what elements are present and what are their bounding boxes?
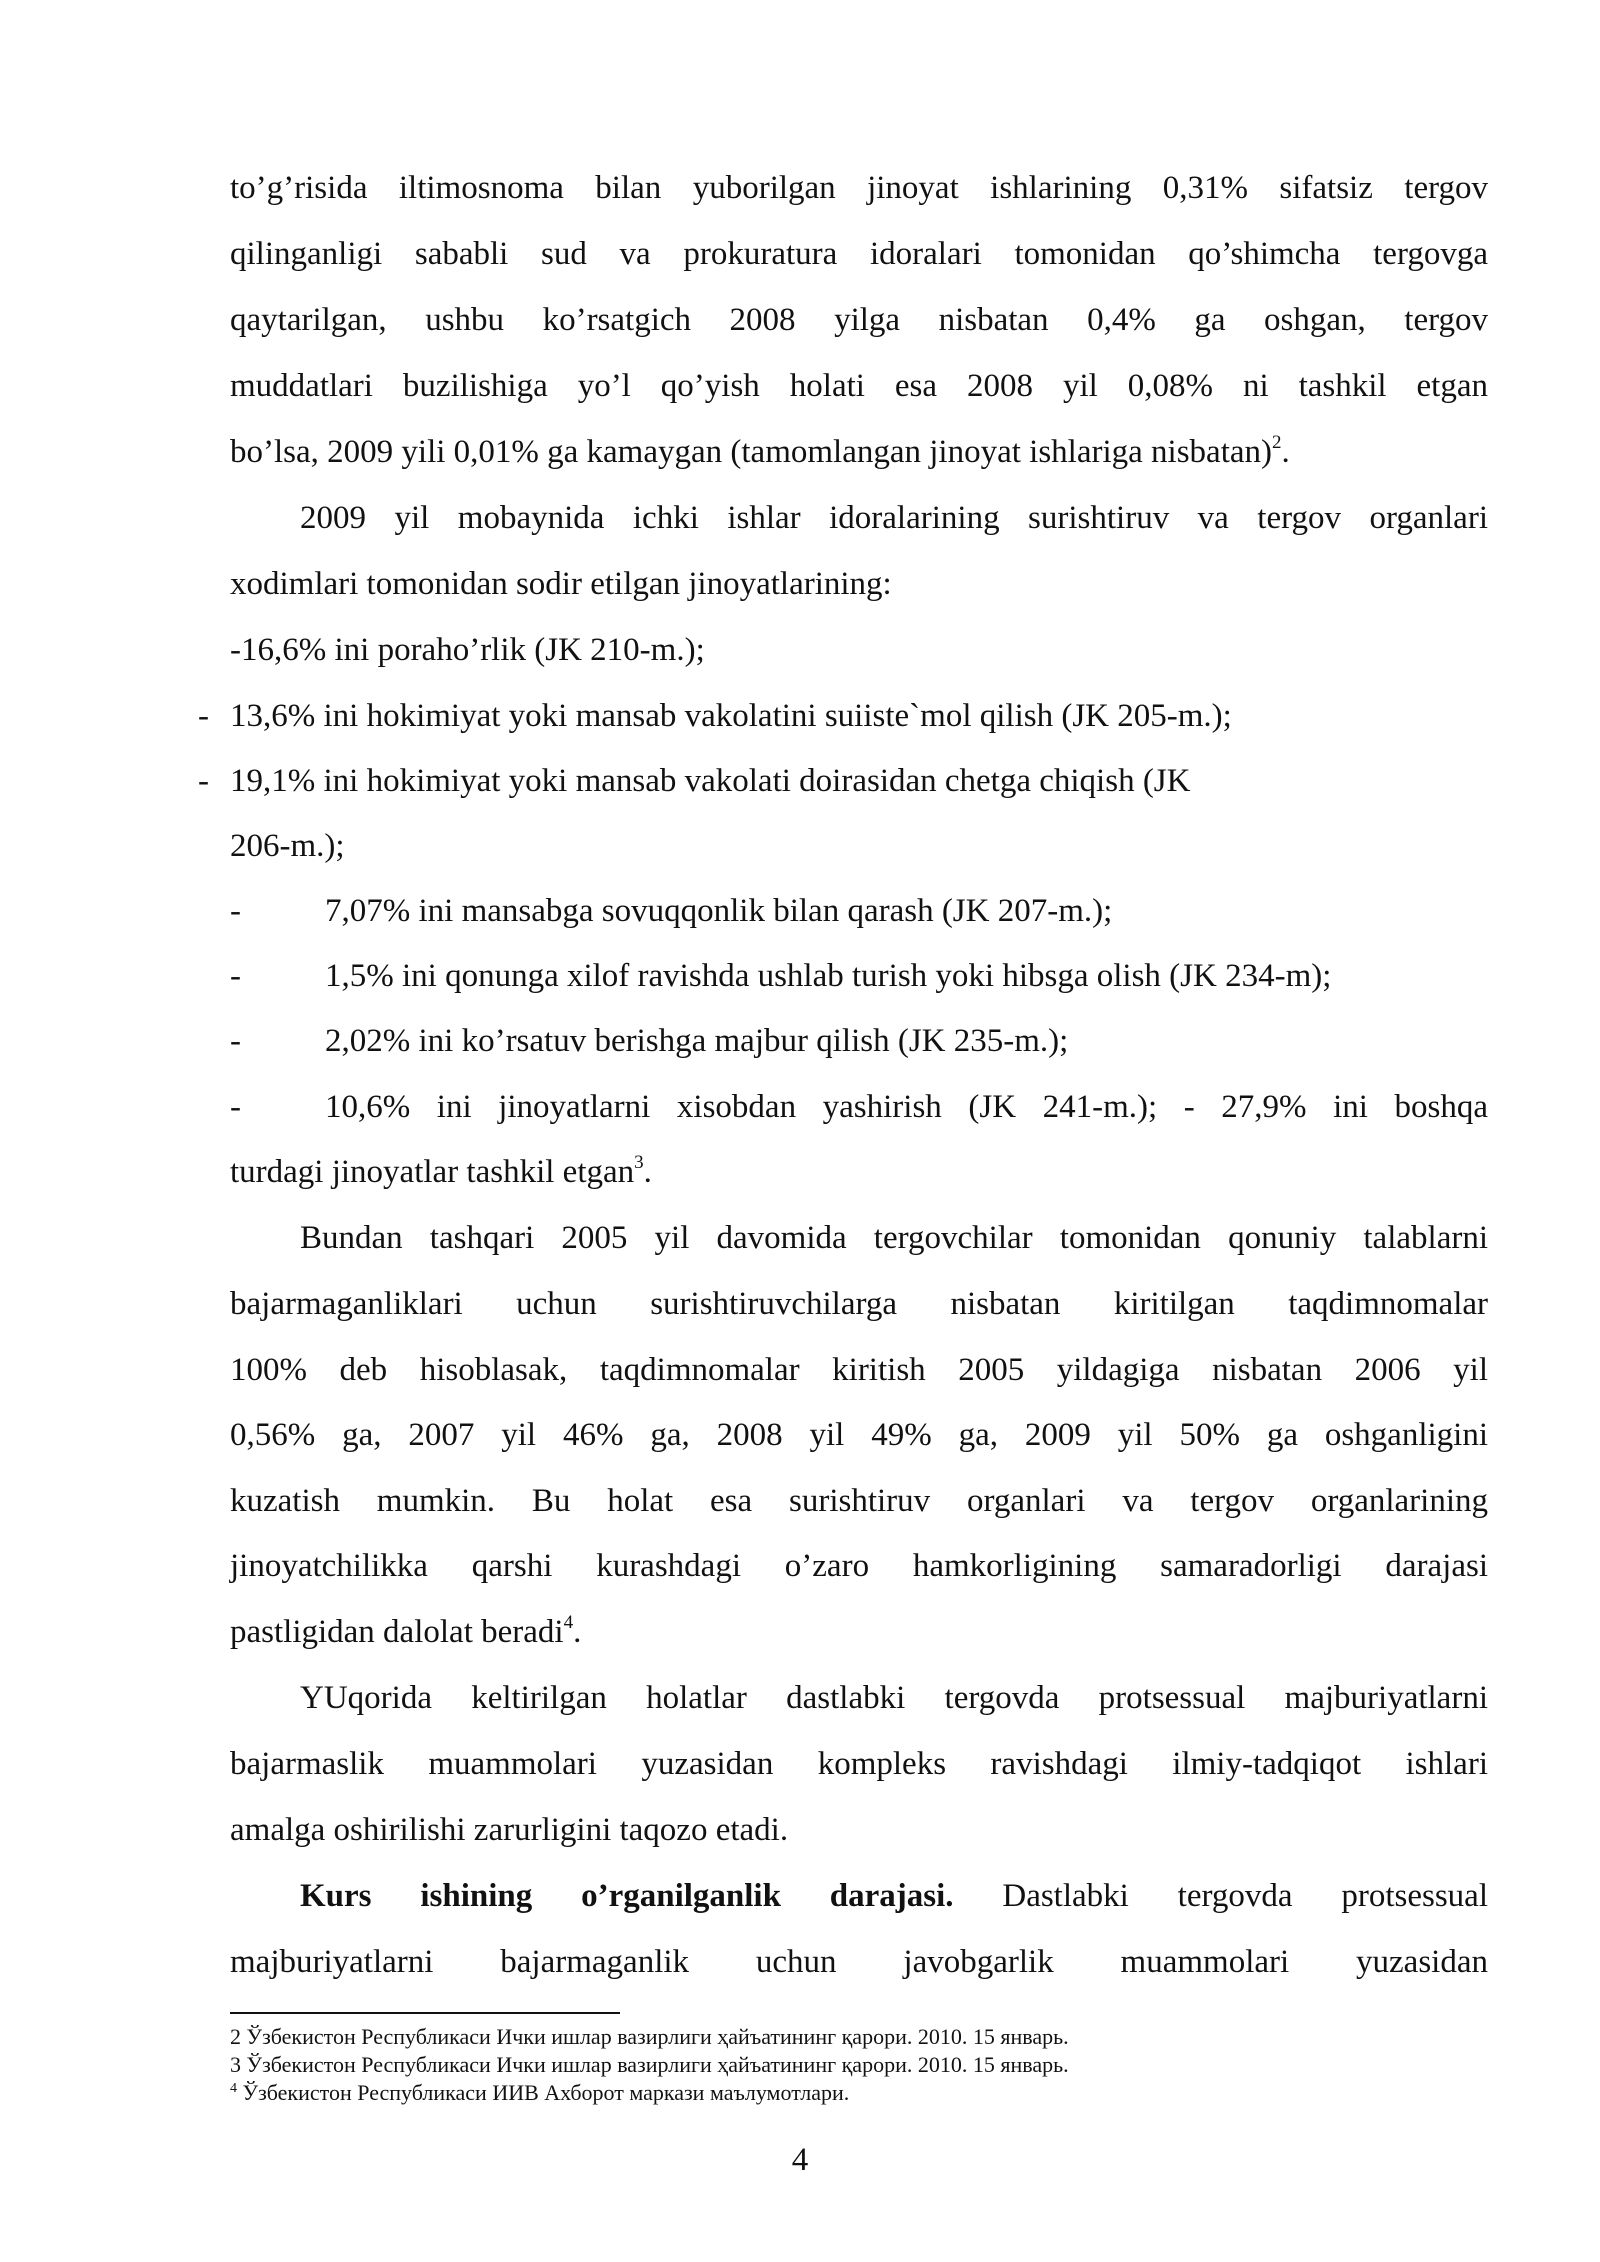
paragraph-line (230, 1612, 581, 1652)
paragraph-line: jinoyatchilikka qarshi kurashdagi o’zaro hamkorligining samaradorligi darajasi (230, 1548, 1488, 1584)
text-run: Dastlabki tergovda protsessual (953, 1878, 1488, 1914)
footnote-marker: 4 (230, 2081, 237, 2096)
paragraph-line: 2009 yil mobaynida ichki ishlar idoralarining surishtiruv va tergov organlari (300, 500, 1488, 536)
list-bullet: - (230, 893, 241, 929)
list-item: 13,6% ini hokimiyat yoki mansab vakolatini suiiste`mol qilish (JK 205-m.); (230, 698, 1232, 734)
footnote: 2 Ўзбекистон Республикаси Ички ишлар вазирлиги ҳайъатининг қарори. 2010. 15 январь. (230, 2024, 1069, 2049)
footnote-ref: 3 (634, 1152, 644, 1173)
paragraph-line: YUqorida keltirilgan holatlar dastlabki tergovda protsessual majburiyatlarni (300, 1680, 1488, 1716)
footnote-separator (230, 2012, 620, 2014)
list-item: 206-m.); (230, 828, 345, 864)
text-run: turdagi jinoyatlar tashkil etgan (230, 1154, 635, 1190)
text-run: pastligidan dalolat beradi (230, 1614, 564, 1650)
paragraph-line: bajarmaganliklari uchun surishtiruvchilarga nisbatan kiritilgan taqdimnomalar (230, 1286, 1488, 1322)
list-item (230, 1152, 652, 1192)
list-bullet: - (198, 763, 209, 799)
paragraph-line (230, 432, 1290, 472)
text-run: Ўзбекистон Республикаси ИИВ Ахборот маркази маълумотлари. (237, 2080, 850, 2105)
text-run: . (1281, 434, 1290, 470)
footnote: 3 Ўзбекистон Республикаси Ички ишлар вазирлиги ҳайъатининг қарори. 2010. 15 январь. (230, 2052, 1069, 2077)
paragraph-line: muddatlari buzilishiga yo’l qo’yish holati esa 2008 yil 0,08% ni tashkil etgan (230, 368, 1488, 404)
paragraph-line: bajarmaslik muammolari yuzasidan kompleks ravishdagi ilmiy-tadqiqot ishlari (230, 1746, 1488, 1782)
paragraph-line: kuzatish mumkin. Bu holat esa surishtiruv organlari va tergov organlarining (230, 1483, 1488, 1519)
paragraph-line: amalga oshirilishi zarurligini taqozo etadi. (230, 1812, 789, 1848)
text-run: . (643, 1154, 652, 1190)
page-number: 4 (791, 2142, 809, 2178)
paragraph-line: qaytarilgan, ushbu ko’rsatgich 2008 yilga nisbatan 0,4% ga oshgan, tergov (230, 302, 1488, 338)
list-item: 1,5% ini qonunga xilof ravishda ushlab turish yoki hibsga olish (JK 234-m); (325, 958, 1332, 994)
footnote-ref: 2 (1272, 432, 1282, 453)
list-bullet: - (230, 958, 241, 994)
paragraph-line: to’g’risida iltimosnoma bilan yuborilgan jinoyat ishlarining 0,31% sifatsiz tergov (230, 170, 1488, 206)
list-bullet: - (198, 698, 209, 734)
footnote (230, 2080, 849, 2106)
section-heading: Kurs ishining o’rganilganlik darajasi. (300, 1878, 954, 1914)
list-item: 2,02% ini ko’rsatuv berishga majbur qilish (JK 235-m.); (325, 1023, 1069, 1059)
paragraph-line: majburiyatlarni bajarmaganlik uchun javobgarlik muammolari yuzasidan (230, 1944, 1488, 1980)
list-item: 19,1% ini hokimiyat yoki mansab vakolati doirasidan chetga chiqish (JK (230, 763, 1191, 799)
paragraph-line: 0,56% ga, 2007 yil 46% ga, 2008 yil 49% ga, 2009 yil 50% ga oshganligini (230, 1417, 1488, 1453)
list-item: 10,6% ini jinoyatlarni xisobdan yashirish (JK 241-m.); - 27,9% ini boshqa (325, 1089, 1488, 1125)
list-bullet: - (230, 1089, 241, 1125)
list-bullet: - (230, 1023, 241, 1059)
list-item: -16,6% ini poraho’rlik (JK 210-m.); (230, 632, 705, 668)
paragraph-line: 100% deb hisoblasak, taqdimnomalar kiritish 2005 yildagiga nisbatan 2006 yil (230, 1352, 1488, 1388)
list-item: 7,07% ini mansabga sovuqqonlik bilan qarash (JK 207-m.); (325, 893, 1113, 929)
paragraph-line: xodimlari tomonidan sodir etilgan jinoyatlarining: (230, 566, 892, 602)
text-run: bo’lsa, 2009 yili 0,01% ga kamaygan (tamomlangan jinoyat ishlariga nisbatan) (230, 434, 1272, 470)
paragraph-line (300, 1876, 1488, 1916)
paragraph-line: qilinganligi sababli sud va prokuratura idoralari tomonidan qo’shimcha tergovga (230, 236, 1488, 272)
paragraph-line: Bundan tashqari 2005 yil davomida tergovchilar tomonidan qonuniy talablarni (300, 1220, 1488, 1256)
text-run: . (573, 1614, 582, 1650)
footnote-ref: 4 (563, 1612, 574, 1633)
